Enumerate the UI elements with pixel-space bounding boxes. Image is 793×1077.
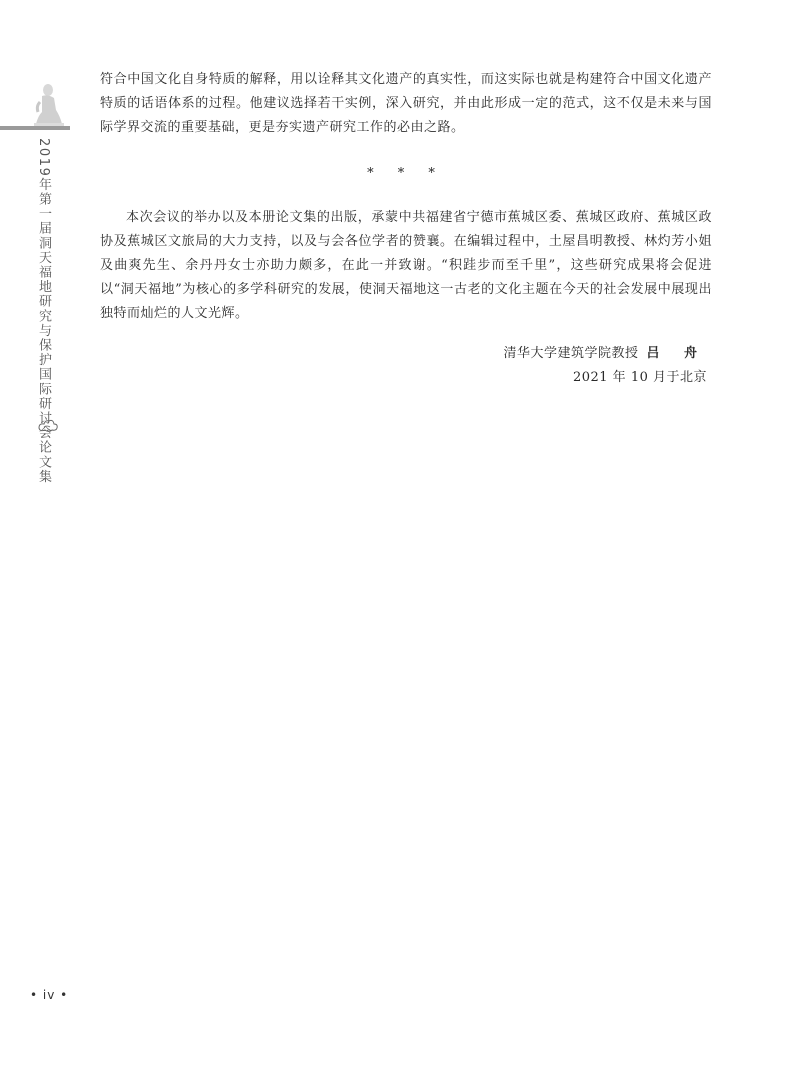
date-place: 2021 年 10 月于北京 — [572, 370, 707, 385]
main-content — [100, 68, 712, 326]
signature-block — [503, 342, 707, 390]
paragraph: 本次会议的举办以及本册论文集的出版，承蒙中共福建省宁德市蕉城区委、蕉城区政府、蕉城区政协及蕉城区文旅局的大力支持，以及与会各位学者的赞襄。在编辑过程中，土屋昌明教授、林灼芳小姐及曲爽先生、余丹丹女士亦助力颇多，在此一并致谢。“积跬步而至千里”，这些研究成果将会促进以“洞天福地”为核心的多学科研究的发展，使洞天福地这一古老的文化主题在今天的社会发展中展现出独特而灿烂的人文光辉。 — [100, 210, 712, 321]
page-number: • iv • — [30, 988, 69, 1002]
affiliation: 清华大学建筑学院教授 — [503, 346, 639, 361]
section-separator: * * * — [367, 166, 445, 181]
author-name: 吕 舟 — [646, 346, 707, 361]
signature-line — [503, 342, 707, 366]
paragraph: 符合中国文化自身特质的解释，用以诠释其文化遗产的真实性，而这实际也就是构建符合中国文化遗产特质的话语体系的过程。他建议选择若干实例，深入研究，并由此形成一定的范式，这不仅是未来与国际学界交流的重要基础，更是夯实遗产研究工作的必由之路。 — [100, 72, 712, 135]
margin-rule — [0, 126, 70, 130]
kneeling-figure-icon — [30, 80, 66, 128]
cloud-ornament-icon — [37, 418, 59, 434]
running-title: 2019年第一届洞天福地研究与保护国际研讨会论文集 — [36, 138, 51, 485]
